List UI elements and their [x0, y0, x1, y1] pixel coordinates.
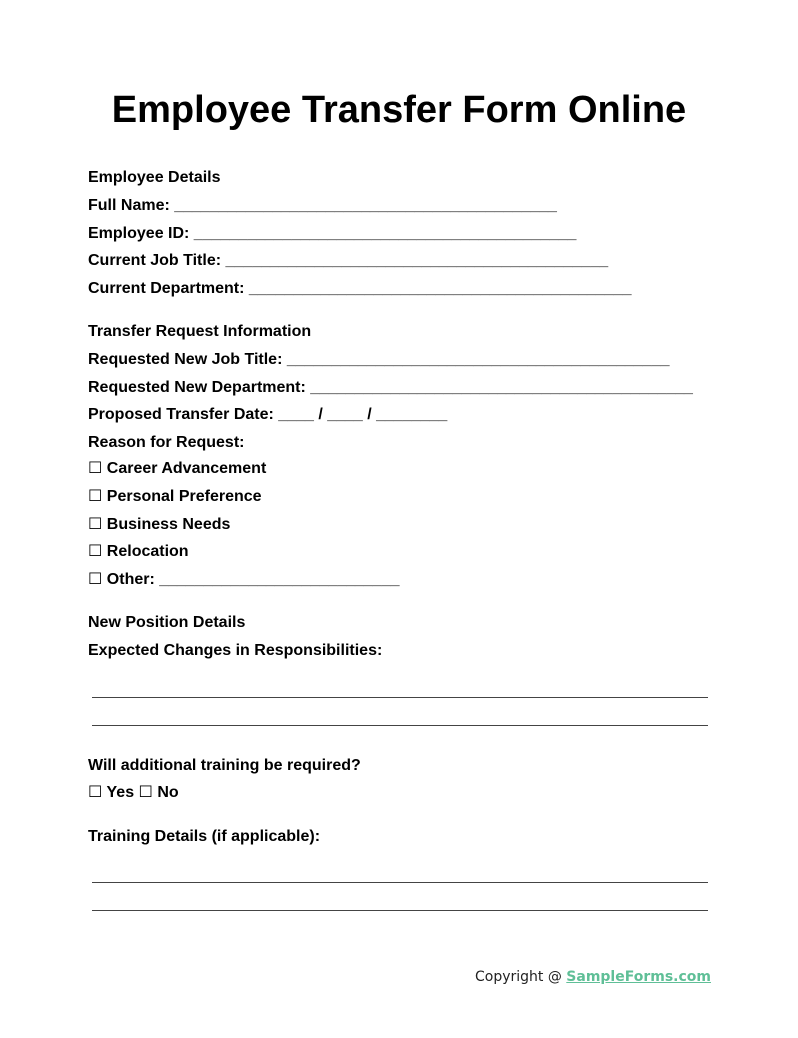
brand-link[interactable]: SampleForms.com [566, 969, 711, 985]
reason-checkbox-relocation[interactable]: ☐ Relocation [88, 543, 189, 560]
reason-checkbox-business-needs[interactable]: ☐ Business Needs [88, 516, 231, 533]
section-heading-employee-details: Employee Details [88, 169, 221, 186]
new-department-field[interactable]: Requested New Department: ___________________________________________ [88, 379, 693, 396]
new-job-title-field[interactable]: Requested New Job Title: ___________________________________________ [88, 351, 670, 368]
reason-checkbox-career-advancement[interactable]: ☐ Career Advancement [88, 460, 267, 477]
training-details-label: Training Details (if applicable): [88, 828, 321, 845]
training-details-answer-line-2[interactable] [92, 910, 708, 911]
page-title: Employee Transfer Form Online [111, 89, 687, 131]
section-heading-new-position: New Position Details [88, 614, 246, 631]
section-heading-transfer-request: Transfer Request Information [88, 323, 312, 340]
copyright-prefix: Copyright @ [474, 969, 567, 985]
current-department-field[interactable]: Current Department: ___________________________________________ [88, 280, 632, 297]
copyright-notice [475, 969, 711, 985]
current-job-title-field[interactable]: Current Job Title: ___________________________________________ [88, 252, 609, 269]
training-yes-no-checkboxes[interactable]: ☐ Yes ☐ No [88, 784, 179, 801]
transfer-date-field[interactable]: Proposed Transfer Date: ____ / ____ / ________ [88, 406, 448, 423]
responsibilities-answer-line-2[interactable] [92, 725, 708, 726]
responsibilities-answer-line-1[interactable] [92, 697, 708, 698]
reason-label: Reason for Request: [88, 434, 245, 451]
reason-checkbox-personal-preference[interactable]: ☐ Personal Preference [88, 488, 262, 505]
reason-checkbox-other[interactable]: ☐ Other: ___________________________ [88, 571, 400, 588]
responsibilities-label: Expected Changes in Responsibilities: [88, 642, 383, 659]
full-name-field[interactable]: Full Name: ___________________________________________ [88, 197, 557, 214]
training-question: Will additional training be required? [88, 757, 361, 774]
employee-id-field[interactable]: Employee ID: ___________________________________________ [88, 225, 577, 242]
training-details-answer-line-1[interactable] [92, 882, 708, 883]
